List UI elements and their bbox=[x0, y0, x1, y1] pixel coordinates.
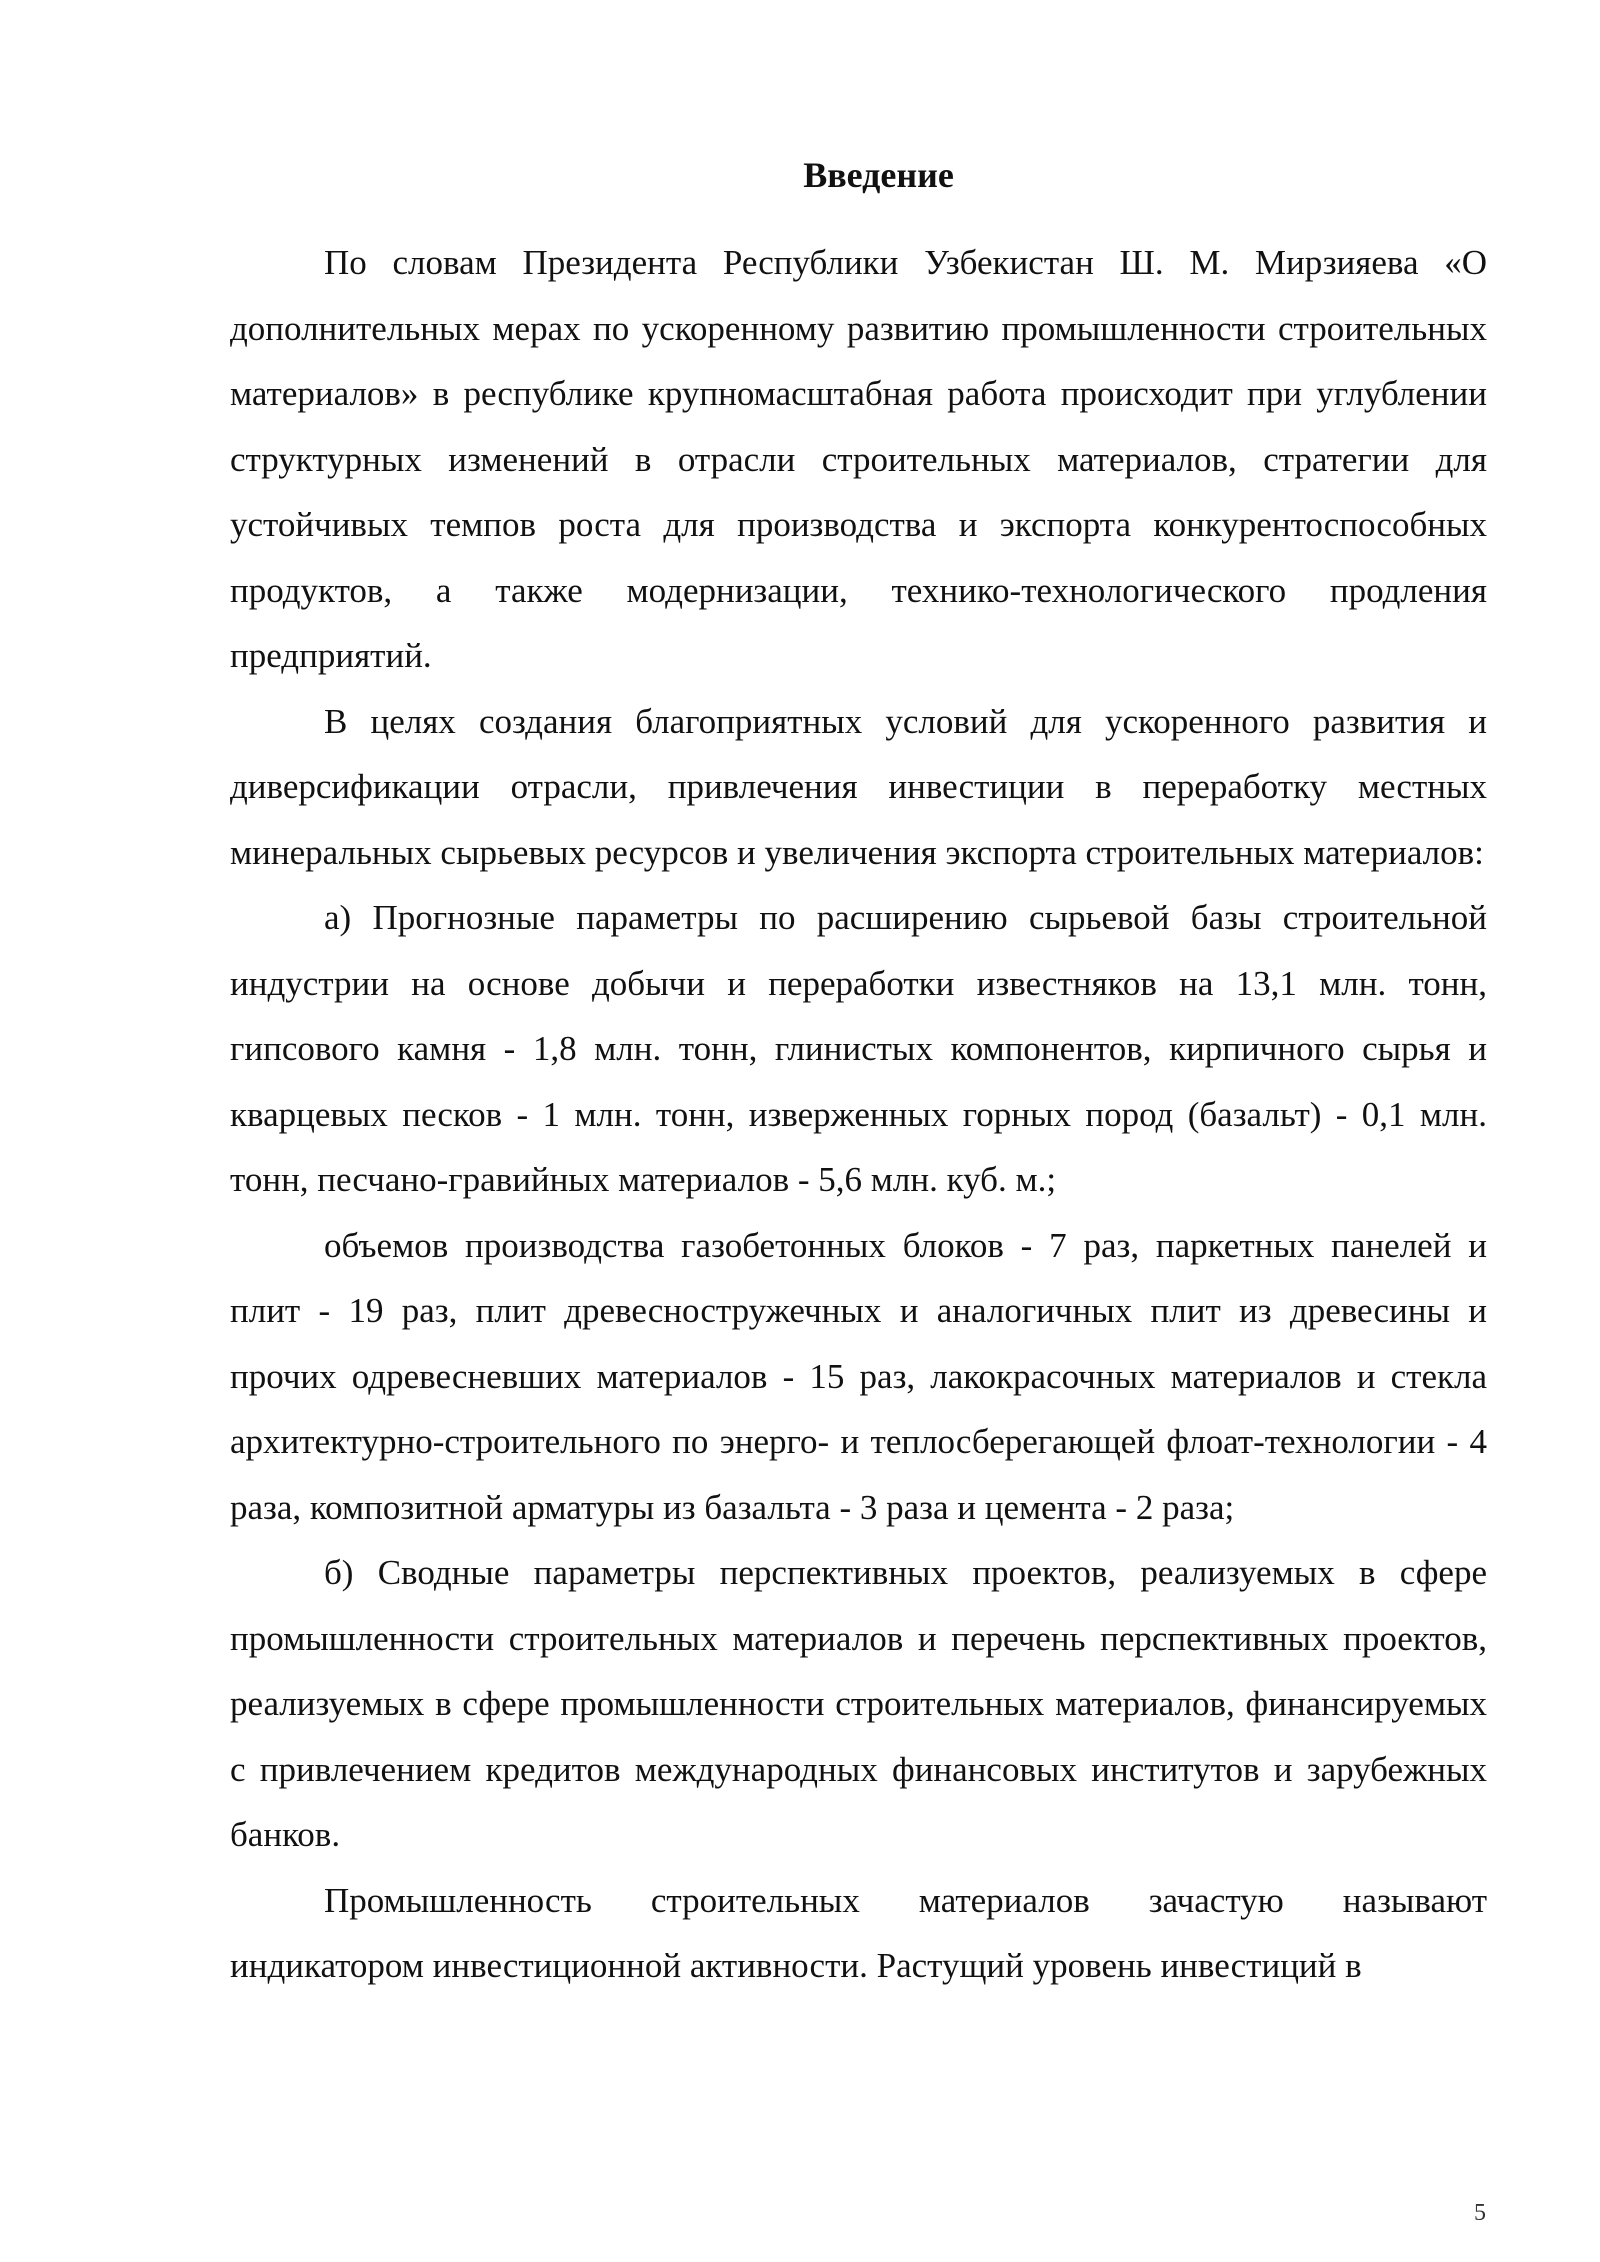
paragraph-goals: В целях создания благоприятных условий для ускоренного развития и диверсификации отрасли, привлечения инвестиции в переработку местных минеральных сырьевых ресурсов и увеличения экспорта строительных материалов: bbox=[230, 701, 1487, 872]
paragraph-production-volumes: объемов производства газобетонных блоков - 7 раз, паркетных панелей и плит - 19 раз, плит древесностружечных и аналогичных плит из древесины и прочих одревесневших материалов - 15 раз, лакокрасочных материалов и стекла архитектурно-строительного по энерго- и теплосберегающей флоат-технологии - 4 раза, композитной арматуры из базальта - 3 раза и цемента - 2 раза; bbox=[230, 1225, 1487, 1527]
paragraph-item-a: а) Прогнозные параметры по расширению сырьевой базы строительной индустрии на основе добычи и переработки известняков на 13,1 млн. тонн, гипсового камня - 1,8 млн. тонн, глинистых компонентов, кирпичного сырья и кварцевых песков - 1 млн. тонн, изверженных горных пород (базальт) - 0,1 млн. тонн, песчано-гравийных материалов - 5,6 млн. куб. м.; bbox=[230, 898, 1487, 1199]
page-title: Введение bbox=[803, 155, 954, 195]
paragraph-intro: По словам Президента Республики Узбекистан Ш. М. Мирзияева «О дополнительных мерах по ускоренному развитию промышленности строительных материалов» в республике крупномасштабная работа происходит при углублении структурных изменений в отрасли строительных материалов, стратегии для устойчивых темпов роста для производства и экспорта конкурентоспособных продуктов, а также модернизации, технико-технологического продления предприятий. bbox=[230, 243, 1487, 675]
paragraph-industry-indicator: Промышленность строительных материалов зачастую называют индикатором инвестиционной активности. Растущий уровень инвестиций в bbox=[230, 1880, 1487, 1985]
document-body bbox=[230, 150, 1487, 1999]
paragraph-item-b: б) Сводные параметры перспективных проектов, реализуемых в сфере промышленности строительных материалов и перечень перспективных проектов, реализуемых в сфере промышленности строительных материалов, финансируемых с привлечением кредитов международных финансовых институтов и зарубежных банков. bbox=[230, 1553, 1487, 1854]
page-number: 5 bbox=[1474, 2200, 1486, 2226]
